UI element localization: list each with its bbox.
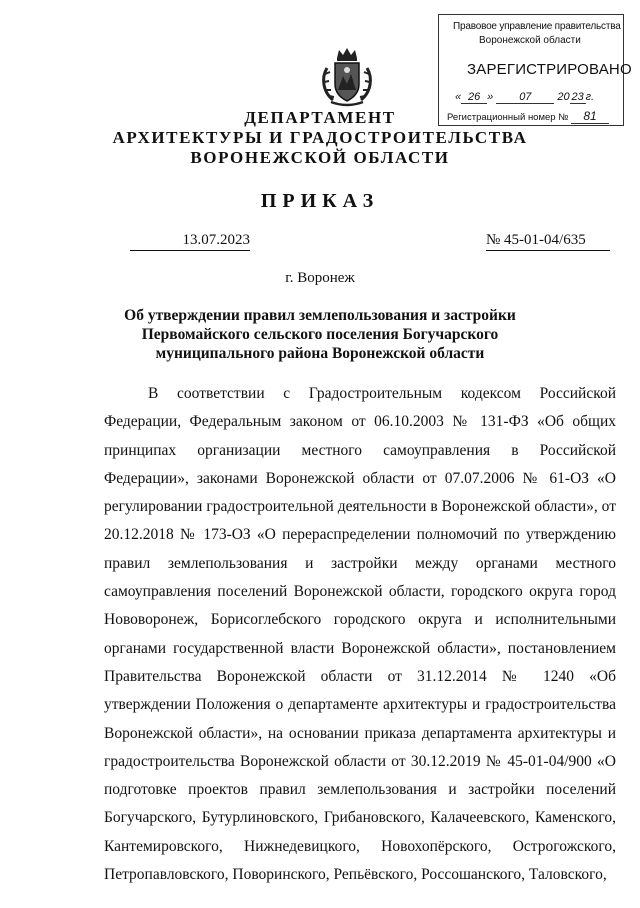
stamp-authority-line: Правовое управление правительства: [453, 21, 621, 32]
coat-of-arms-icon: [319, 46, 375, 108]
stamp-reg-label: Регистрационный номер №: [447, 112, 569, 123]
stamp-date-year-prefix: 20: [557, 91, 570, 103]
order-number: № 45-01-04/635: [486, 232, 610, 251]
stamp-date-month: 07: [496, 91, 554, 104]
stamp-date: « 26 » 07 20 23 г.: [455, 91, 595, 103]
stamp-status: ЗАРЕГИСТРИРОВАНО: [467, 61, 632, 78]
department-name-line2: АРХИТЕКТУРЫ И ГРАДОСТРОИТЕЛЬСТВА: [112, 128, 528, 147]
stamp-date-day: 26: [461, 91, 487, 104]
stamp-reg-number: 81: [571, 109, 609, 124]
order-city: г. Воронеж: [285, 270, 355, 286]
order-subject: Об утверждении правил землепользования и застройки Первомайского сельского поселения Богучарского муниципального района Воронежской области: [124, 307, 516, 362]
document-title: ПРИКАЗ: [260, 190, 380, 212]
department-name-line1: ДЕПАРТАМЕНТ: [244, 108, 396, 127]
stamp-date-year-suffix: 23: [571, 91, 584, 103]
stamp-region-line: Воронежской области: [479, 35, 581, 46]
body-paragraph: В соответствии с Градостроительным кодексом Российской Федерации, Федеральным законом от 06.10.2003 № 131-ФЗ «Об общих принципах организации местного самоуправления в Российской Федерации», законами Воронежской области от 07.07.2006 № 61-ОЗ «О регулировании градостроительной деятельности в Воронежской области», от 20.12.2018 № 173-ОЗ «О перераспределении полномочий по утверждению правил землепользования и застройки между органами местного самоуправления поселений Воронежской области, городского округа город Нововоронеж, Борисоглебского городского округа и исполнительными органами государственной власти Воронежской области», постановлением Правительства Воронежской области от 31.12.2014 № 1240 «Об утверждении Положения о департаменте архитектуры и градостроительства Воронежской области», на основании приказа департамента архитектуры и градостроительства Воронежской области от 30.12.2019 № 45-01-04/900 «О подготовке проектов правил землепользования и застройки поселений Богучарского, Бутурлиновского, Грибановского, Калачеевского, Каменского, Кантемировского, Нижнедевицкого, Новохопёрского, Острогожского, Петропавловского, Поворинского, Репьёвского, Россошанского, Таловского,: [104, 385, 616, 884]
order-date: 13.07.2023: [130, 232, 250, 251]
stamp-date-year-unit: г.: [585, 91, 595, 103]
department-name-line3: ВОРОНЕЖСКОЙ ОБЛАСТИ: [190, 148, 450, 167]
